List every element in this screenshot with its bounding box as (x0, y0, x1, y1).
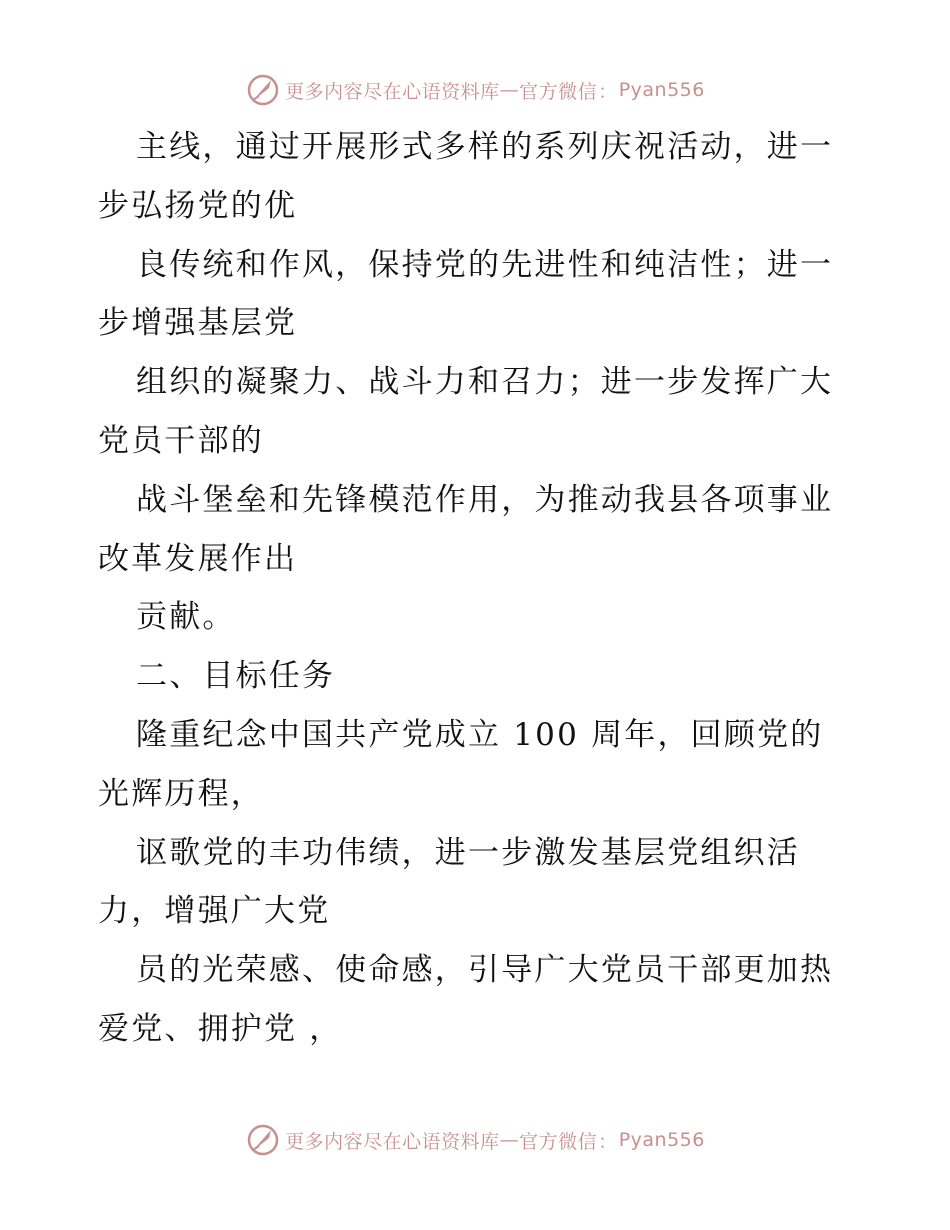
body-line: 光辉历程， (98, 775, 264, 812)
watermark-separator: ： (598, 80, 618, 103)
body-line: 战斗堡垒和先锋模范作用，为推动我县各项事业 (136, 481, 834, 518)
body-line: 步弘扬党的优 (98, 187, 298, 224)
watermark-site-text: 更多内容尽在心语资料库 (285, 80, 500, 103)
body-line: 隆重纪念中国共产党成立 100 周年，回顾党的 (136, 716, 824, 753)
document-body (98, 118, 858, 1059)
watermark-site-text: 更多内容尽在心语资料库 (285, 1130, 500, 1153)
body-line: 贡献。 (136, 599, 236, 636)
quill-logo-icon (245, 72, 281, 108)
body-line: 改革发展作出 (98, 540, 298, 577)
body-line: 良传统和作风，保持党的先进性和纯洁性；进一 (136, 246, 834, 283)
body-line: 力，增强广大党 (98, 893, 331, 930)
body-line: 主线，通过开展形式多样的系列庆祝活动，进一 (136, 129, 834, 165)
watermark-dash: — (499, 1129, 520, 1151)
body-line: 党员干部的 (98, 422, 264, 459)
body-line: 爱党、拥护党 ， (98, 1010, 343, 1047)
footer-watermark (0, 1120, 950, 1160)
quill-logo-icon (245, 1122, 281, 1158)
watermark-wechat-id: Pyan556 (618, 79, 705, 101)
section-heading: 二、目标任务 (136, 658, 336, 695)
body-line: 讴歌党的丰功伟绩，进一步激发基层党组织活 (136, 834, 800, 871)
watermark-dash: — (499, 79, 520, 101)
header-watermark (0, 70, 950, 110)
watermark-wechat-label: 官方微信 (519, 80, 598, 103)
body-line: 员的光荣感、使命感，引导广大党员干部更加热 (136, 952, 834, 989)
watermark-wechat-label: 官方微信 (519, 1130, 598, 1153)
watermark-separator: ： (598, 1130, 618, 1153)
body-line: 步增强基层党 (98, 305, 298, 342)
watermark-wechat-id: Pyan556 (618, 1129, 705, 1151)
body-line: 组织的凝聚力、战斗力和召力；进一步发挥广大 (136, 364, 834, 401)
